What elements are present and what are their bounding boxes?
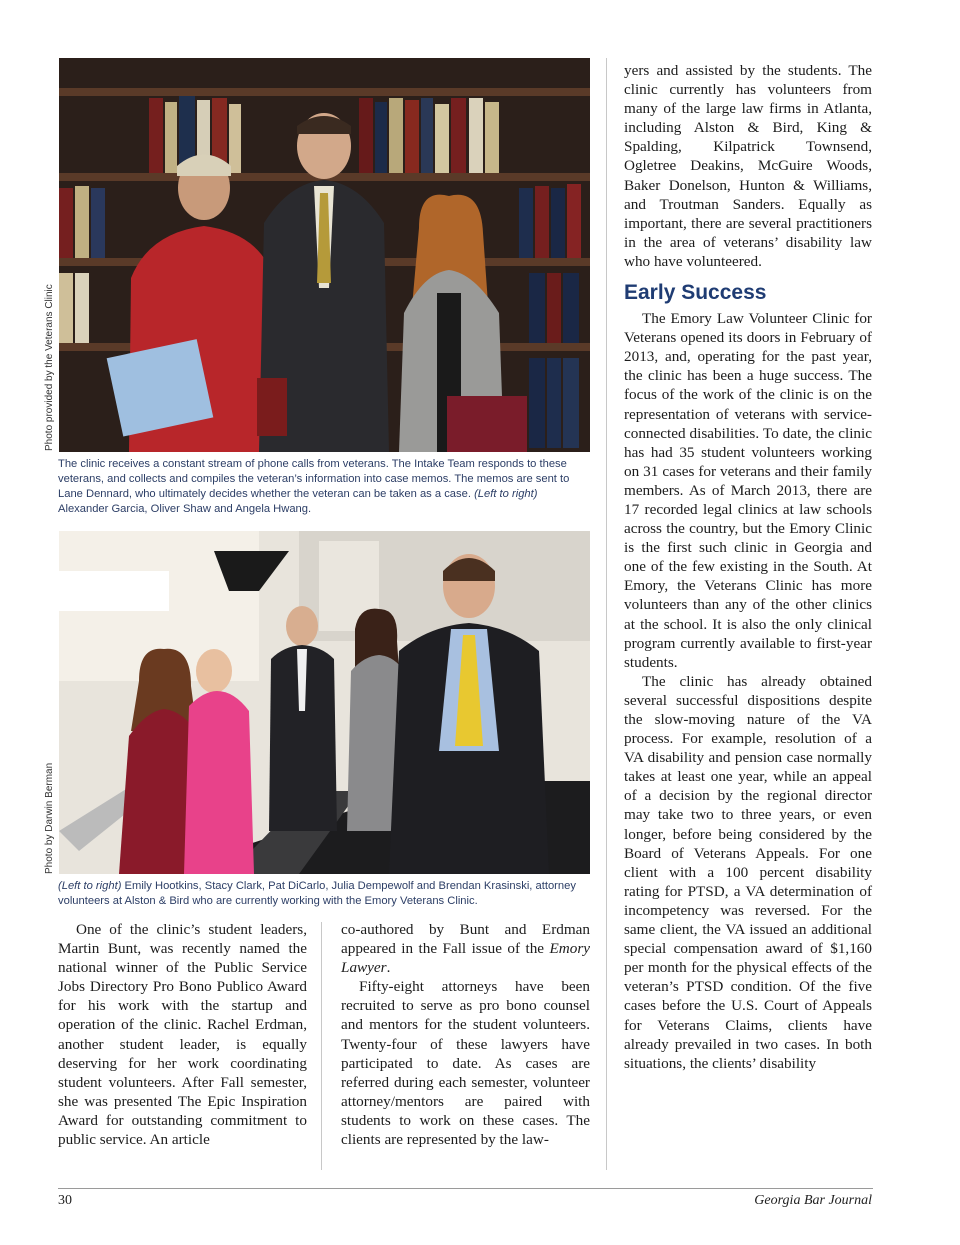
paragraph: The clinic has already obtained several successful dispositions despite the slow-moving nature of the VA process. For example, resolution of a VA disability and pension case normally takes at least one year, while an appeal of a decision by the regional director may take two to three years, or even longer, before being considered by the Board of Veterans Appeals. For one client with a 100 percent disability rating for PTSD, a VA determination of incompetency was reversed. For the same client, the VA issued an additional special compensation award of $1,160 per month for the physical effects of the veteran’s PTSD condition. Of the five cases before the U.S. Court of Appeals for Veterans Claims, clients have already prevailed in two cases. In both situations, the clients’ disability: [624, 672, 872, 1072]
paragraph: One of the clinic’s student leaders, Martin Bunt, was recently named the national winner of the Public Service Jobs Directory Pro Bono Publico Award for his work with the startup and operation of the clinic. Rachel Erdman, another student leader, is equally deserving for her work coordinating student volunteers. After Fall semester, she was presented The Epic Inspiration Award for outstanding commitment to public service. An article: [58, 921, 307, 1149]
paragraph: co-authored by Bunt and Erdman appeared in the Fall issue of the Emory Lawyer.: [341, 921, 590, 977]
photo-attorneys-stairs: [59, 531, 590, 874]
photo-caption-top: [58, 457, 590, 517]
caption-lead: (Left to right): [474, 488, 538, 500]
article-column-right: [624, 61, 872, 1073]
photo-credit-top: Photo provided by the Veterans Clinic: [44, 284, 55, 451]
page-number: 30: [58, 1193, 72, 1208]
article-column-middle: [341, 920, 590, 1149]
footer-rule: [58, 1188, 873, 1189]
column-rule: [606, 58, 607, 1170]
paragraph: yers and assisted by the students. The clinic currently has volunteers from many of the large law firms in Atlanta, including Alston & Bird, King & Spalding, Kilpatrick Townsend, Ogletree Deakins, McGuire Woods, Baker Donelson, Hunton & Williams, and Troutman Sanders. Equally as important, there are several practitioners in the area of veterans’ disability law who have volunteered.: [624, 62, 872, 270]
publication-title: Emory Lawyer: [341, 940, 590, 977]
paragraph: Fifty-eight attorneys have been recruited to serve as pro bono counsel and mentors for the student volunteers. Twenty-four of these lawyers have participated to date. As cases are referred during each semester, volunteer attorney/mentors are paired with students to work on these cases. The clients are represented by the law-: [341, 978, 590, 1149]
caption-names: Alexander Garcia, Oliver Shaw and Angela Hwang.: [58, 503, 312, 515]
paragraph: The Emory Law Volunteer Clinic for Veterans opened its doors in February of 2013, and, operating for the past year, the clinic has been a huge success. The focus of the work of the clinic is on the representation of veterans with service-connected disabilities. To date, the clinic has had 35 student volunteers working on 31 cases for veterans and their family members. As of March 2013, there are 17 recorded legal clinics at law schools across the country, but the Emory Clinic is the first such clinic in Georgia and one of the few existing in the South. At Emory, the Veterans Clinic has more volunteers than any of the other clinics at the school. It is also the only clinical program currently available to first-year students.: [624, 310, 872, 671]
section-heading: Early Success: [624, 281, 767, 305]
column-rule: [321, 922, 322, 1170]
caption-lead: (Left to right): [58, 880, 122, 892]
photo-caption-bottom: [58, 879, 590, 909]
caption-names: Emily Hootkins, Stacy Clark, Pat DiCarlo, Julia Dempewolf and Brendan Krasinski, attorney volunteers at Alston & Bird who are currently working with the Emory Veterans Clinic.: [58, 880, 576, 907]
photo-credit-bottom: Photo by Darwin Berman: [44, 762, 55, 874]
article-column-left: [58, 920, 307, 1149]
journal-name: Georgia Bar Journal: [754, 1193, 872, 1208]
paragraph-text: co-authored by Bunt and Erdman appeared in the Fall issue of the: [341, 921, 590, 958]
caption-text: The clinic receives a constant stream of phone calls from veterans. The Intake Team responds to these veterans, and collects and compiles the veteran’s information into case memos. The memos are sent to Lane Dennard, who ultimately decides whether the veteran can be taken as a case.: [58, 458, 570, 500]
photo-students-bookshelf: [59, 58, 590, 452]
